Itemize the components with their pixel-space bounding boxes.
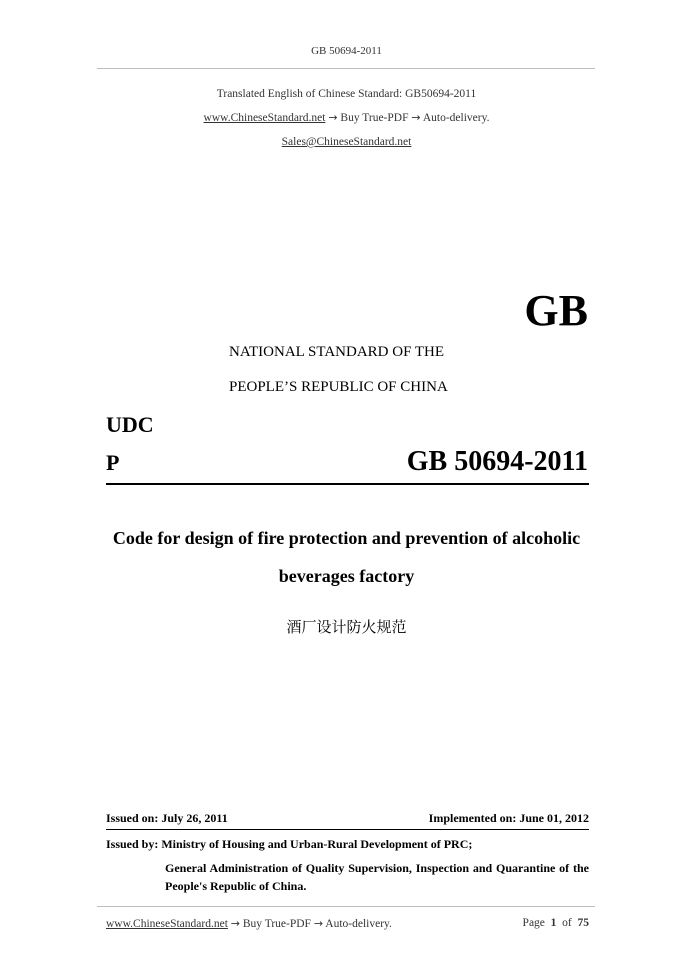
sales-email-link[interactable]: Sales@ChineseStandard.net [281, 136, 412, 148]
issued-by: Issued by: Ministry of Housing and Urban-Rural Development of PRC; [106, 837, 473, 851]
arrow-right-icon: → [230, 917, 240, 930]
document-title-line2: beverages factory [278, 566, 415, 586]
standard-number: GB 50694-2011 [406, 446, 588, 477]
chinese-title: 酒厂设计防火规范 [286, 618, 407, 636]
national-standard-line2: PEOPLE’S REPUBLIC OF CHINA [229, 379, 448, 395]
co-issuer: General Administration of Quality Supervision, Inspection and Quarantine of the People's Republic of China. [165, 861, 589, 893]
issue-dates-row [106, 811, 589, 826]
translation-notice: Translated English of Chinese Standard: GB50694-2011 [216, 88, 477, 100]
footer-divider [97, 906, 595, 907]
footer-delivery-text: Auto-delivery. [325, 918, 392, 930]
page-number: 1 [550, 917, 557, 929]
purchase-line [0, 111, 693, 124]
page-label: Page [522, 917, 545, 929]
udc-label: UDC [106, 412, 154, 437]
delivery-text: Auto-delivery. [422, 112, 490, 124]
site-link[interactable]: www.ChineseStandard.net [203, 112, 326, 124]
arrow-right-icon: → [313, 917, 324, 930]
total-pages: 75 [577, 917, 589, 929]
gb-logo: GB [524, 286, 588, 335]
arrow-right-icon: → [328, 111, 338, 124]
p-label: P [106, 450, 120, 475]
document-title-line1: Code for design of fire protection and prevention of alcoholic [112, 528, 581, 548]
national-standard-line1: NATIONAL STANDARD OF THE [229, 344, 445, 360]
email-line [0, 136, 693, 148]
page-indicator [523, 917, 589, 929]
page-footer [106, 917, 589, 930]
buy-text: Buy True-PDF [340, 112, 409, 124]
issue-divider [106, 829, 589, 830]
arrow-right-icon: → [411, 111, 421, 124]
of-label: of [562, 917, 572, 929]
implemented-on: Implemented on: June 01, 2012 [428, 811, 589, 825]
footer-buy-text: Buy True-PDF [242, 918, 311, 930]
title-divider [106, 483, 589, 485]
running-header: GB 50694-2011 [311, 45, 382, 57]
footer-site-link[interactable]: www.ChineseStandard.net [106, 918, 228, 930]
header-divider [97, 68, 595, 69]
issued-on: Issued on: July 26, 2011 [106, 811, 228, 825]
